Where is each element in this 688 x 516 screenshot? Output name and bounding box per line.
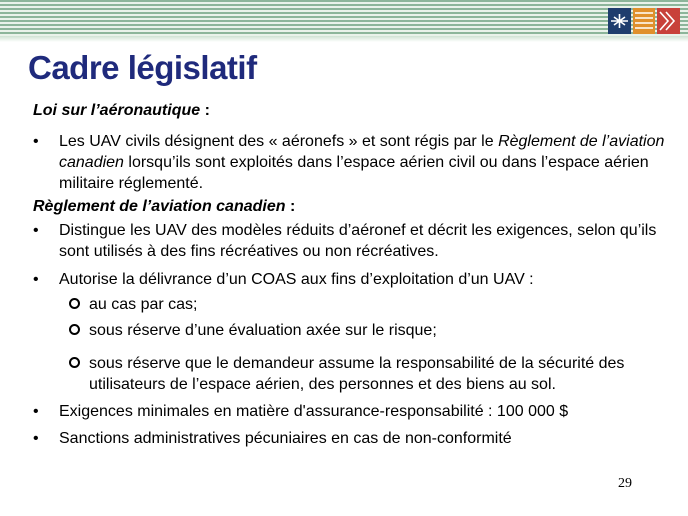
section-heading-regulations: Règlement de l’aviation canadien : [33,198,296,215]
bullet-dot: • [33,403,39,420]
bullet-dot: • [33,430,39,447]
bullet-authorize-sfoc: • Autorise la délivrance d’un COAS aux fins d’exploitation d’un UAV : [33,271,534,288]
sub-item-case-by-case: au cas par cas; [69,294,678,315]
bullet-insurance: • Exigences minimales en matière d'assurance-responsabilité : 100 000 $ [33,403,569,420]
circle-bullet-icon [69,324,80,335]
header-stripes [0,0,688,40]
sub-item-risk-assessment: sous réserve d’une évaluation axée sur le risque; [69,320,678,341]
slide-content [33,100,678,449]
circle-bullet-icon [69,357,80,368]
circle-bullet-icon [69,298,80,309]
bullet-dot: • [33,133,39,150]
header-stripes-fade [0,36,688,42]
bullet-dot: • [33,222,39,239]
sub-item-applicant-responsibility: sous réserve que le demandeur assume la responsabilité de la sécurité des utilisateurs de l’espace aérien, des personnes et des biens au sol. [69,353,678,395]
organization-logo [608,8,680,34]
section-heading-aeronautics-act: Loi sur l’aéronautique : [33,102,210,119]
page-number: 29 [618,476,632,491]
bullet-distinguish-uav: • Distingue les UAV des modèles réduits d’aéronef et décrit les exigences, selon qu’ils sont utilisés à des fins récréatives ou non récréatives. [33,222,657,260]
bullet-civil-uav: • Les UAV civils désignent des « aéronefs » et sont régis par le Règlement de l’aviation canadien lorsqu’ils sont exploités dans l’espace aérien civil ou dans l’espace aérien militaire réglementé. [33,133,665,192]
bullet-dot: • [33,271,39,288]
slide-title: Cadre législatif [28,49,257,86]
bullet-sanctions: • Sanctions administratives pécuniaires en cas de non-conformité [33,430,512,447]
